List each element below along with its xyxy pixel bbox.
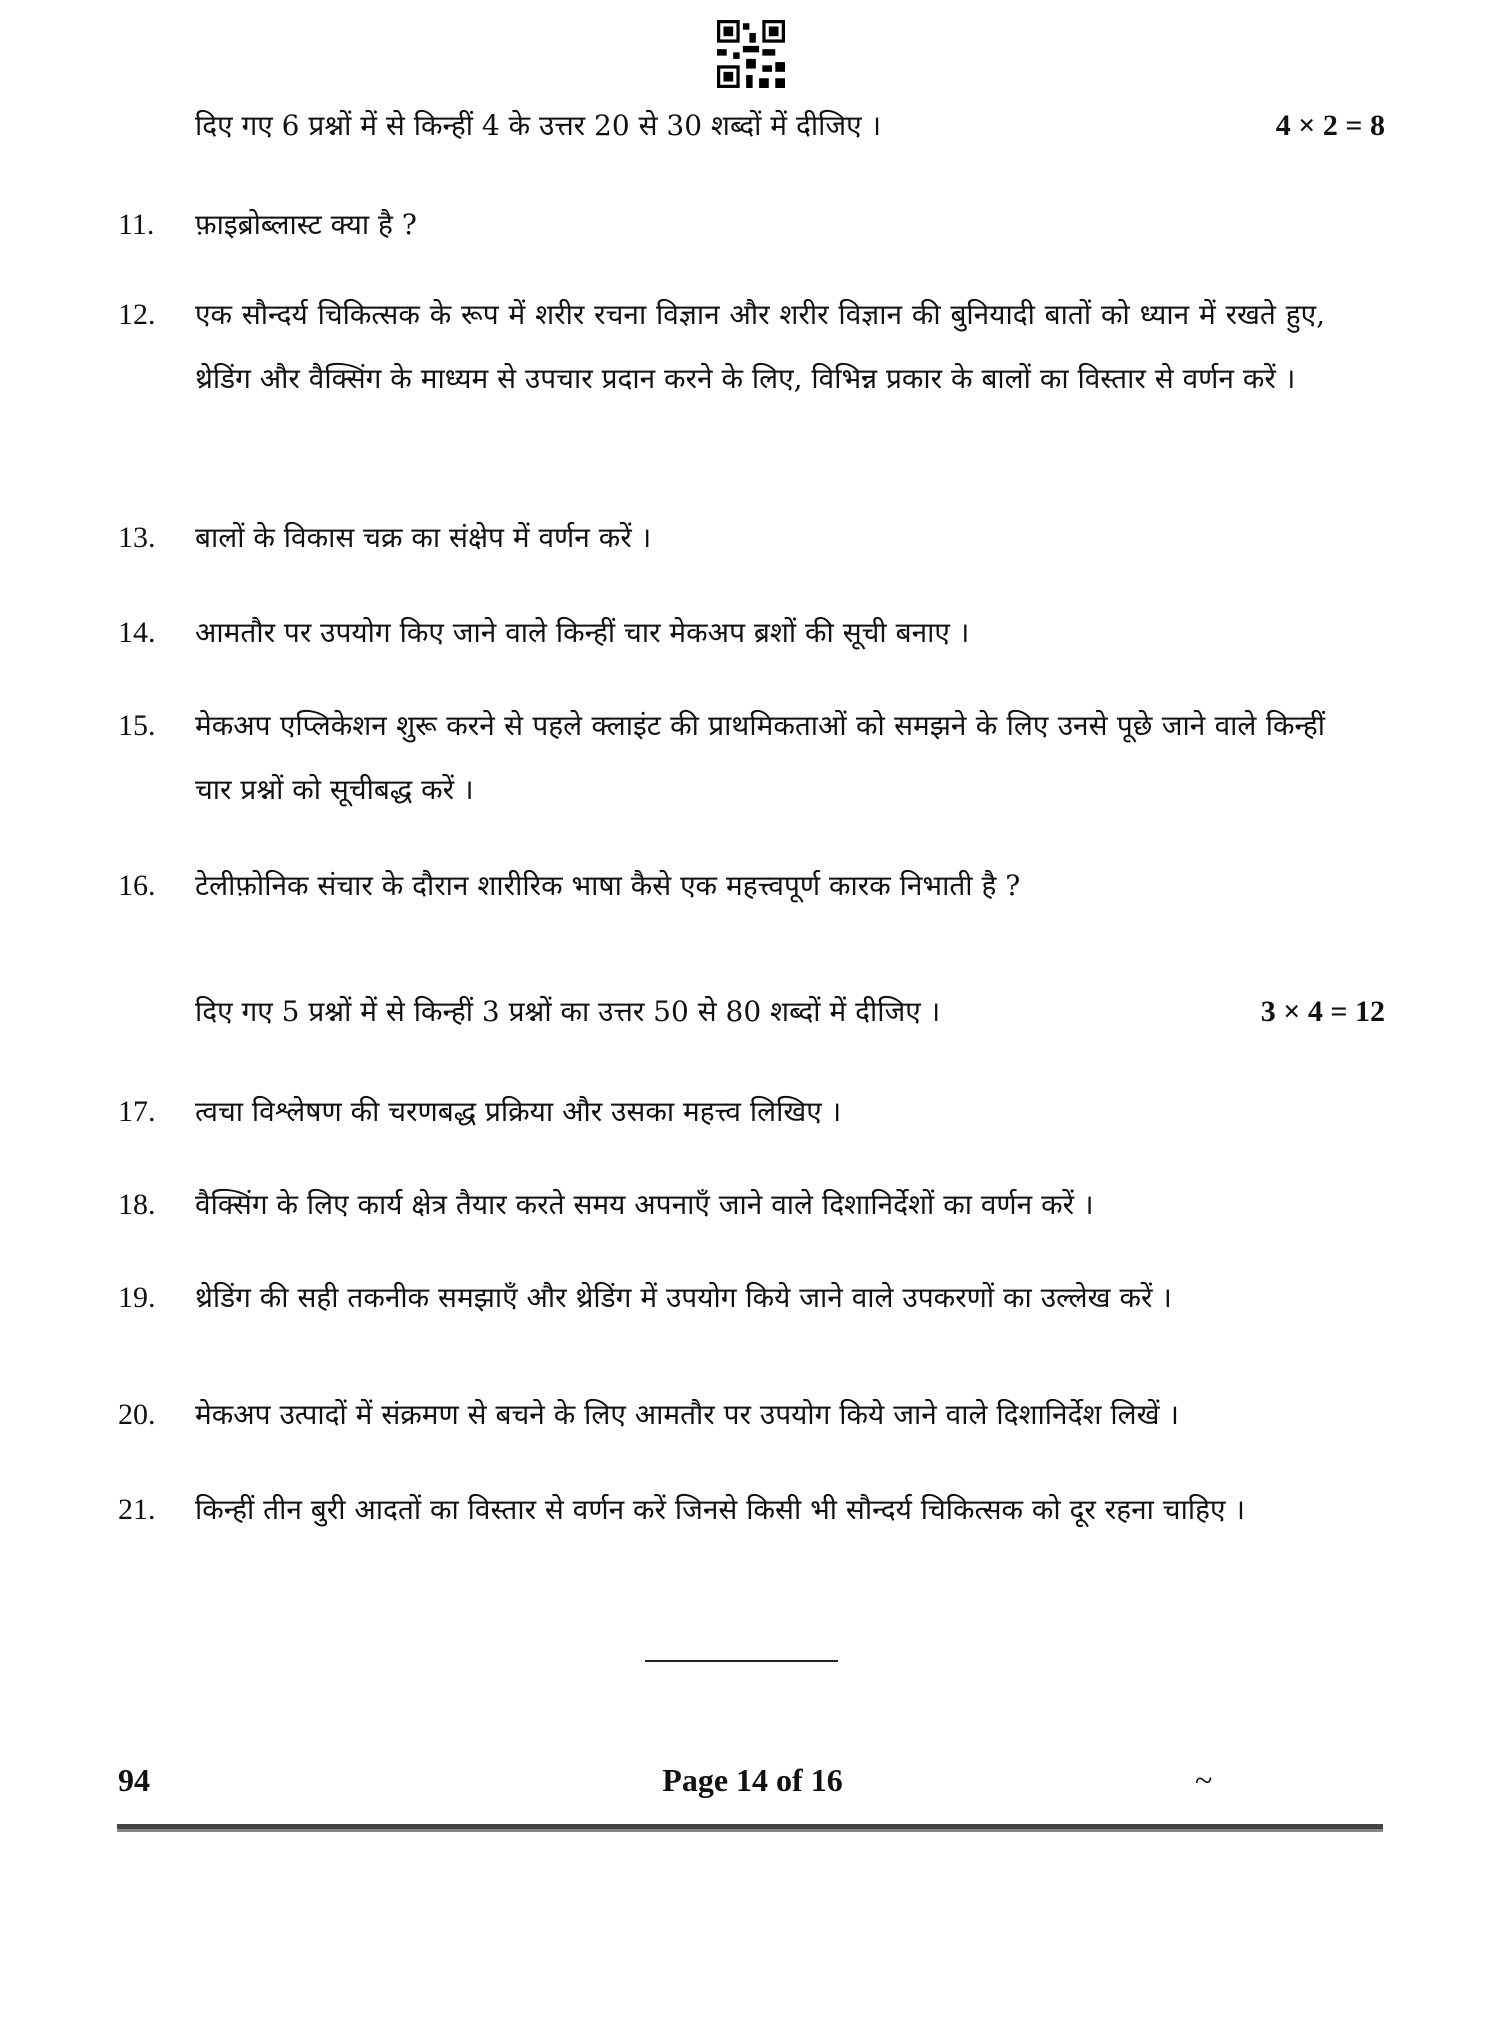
question-number: 11. [118,208,155,241]
question-number: 15. [118,709,156,742]
question-number: 17. [118,1095,156,1128]
footer-rule [117,1824,1383,1832]
question-text: आमतौर पर उपयोग किए जाने वाले किन्हीं चार मेकअप ब्रशों की सूची बनाए । [195,616,970,649]
question-text: फ़ाइब्रोब्लास्ट क्या है ? [195,208,417,241]
question-number: 18. [118,1188,156,1221]
question-number: 12. [118,298,156,331]
question-text: त्वचा विश्लेषण की चरणबद्ध प्रक्रिया और उसका महत्त्व लिखिए । [195,1095,842,1128]
question-text: थ्रेडिंग की सही तकनीक समझाएँ और थ्रेडिंग में उपयोग किये जाने वाले उपकरणों का उल्लेख करें । [195,1281,1172,1314]
end-separator [645,1660,838,1662]
question-text: टेलीफ़ोनिक संचार के दौरान शारीरिक भाषा कैसे एक महत्त्वपूर्ण कारक निभाती है ? [195,869,1021,902]
question-number: 21. [118,1493,156,1526]
question-text: मेकअप उत्पादों में संक्रमण से बचने के लिए आमतौर पर उपयोग किये जाने वाले दिशानिर्देश लिखें । [195,1398,1180,1431]
section-a-marks: 4 × 2 = 8 [1275,109,1385,142]
question-text: किन्हीं तीन बुरी आदतों का विस्तार से वर्णन करें जिनसे किसी भी सौन्दर्य चिकित्सक को दूर रहना चाहिए । [195,1493,1245,1526]
question-text: एक सौन्दर्य चिकित्सक के रूप में शरीर रचना विज्ञान और शरीर विज्ञान की बुनियादी बातों को ध्यान में रखते हुए, थ्रेडिंग और वैक्सिंग के माध्यम से उपचार प्रदान करने के लिए, विभिन्न प्रकार के बालों का विस्तार से वर्णन करें । [195,298,1325,395]
footer-mark: ~ [1195,1762,1213,1798]
section-a-instruction: दिए गए 6 प्रश्नों में से किन्हीं 4 के उत्तर 20 से 30 शब्दों में दीजिए । [195,109,882,142]
footer-page-number: Page 14 of 16 [662,1762,843,1798]
question-number: 14. [118,616,156,649]
question-number: 16. [118,869,156,902]
qr-code-icon [717,20,785,88]
question-text: वैक्सिंग के लिए कार्य क्षेत्र तैयार करते समय अपनाएँ जाने वाले दिशानिर्देशों का वर्णन करें । [195,1188,1094,1221]
question-text: मेकअप एप्लिकेशन शुरू करने से पहले क्लाइंट की प्राथमिकताओं को समझने के लिए उनसे पूछे जाने वाले किन्हीं चार प्रश्नों को सूचीबद्ध करें । [195,709,1325,806]
question-number: 13. [118,521,156,554]
section-b-marks: 3 × 4 = 12 [1260,995,1385,1028]
question-number: 20. [118,1398,156,1431]
footer-code: 94 [118,1762,150,1798]
question-text: बालों के विकास चक्र का संक्षेप में वर्णन करें । [195,521,652,554]
question-number: 19. [118,1281,156,1314]
section-b-instruction: दिए गए 5 प्रश्नों में से किन्हीं 3 प्रश्नों का उत्तर 50 से 80 शब्दों में दीजिए । [195,995,941,1028]
